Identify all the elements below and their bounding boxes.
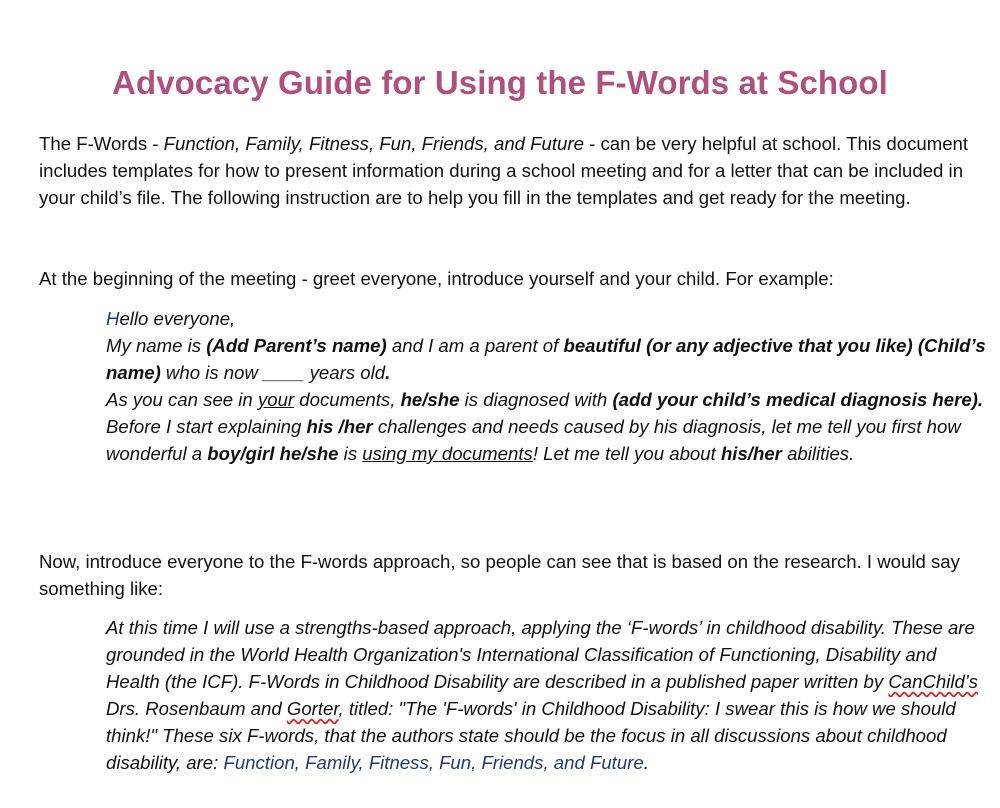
beginning-paragraph: At the beginning of the meeting - greet everyone, introduce yourself and your child. For example:: [39, 268, 834, 289]
statement-text-3: , titled: "The 'F-words' in Childhood Disability: I swear this is how we should think!" These six F-words, that the authors state should be the focus in all discussions about childhood disability, are:: [106, 698, 956, 773]
diagnosed-text: is diagnosed with: [459, 389, 613, 410]
greeting-hello: ello everyone,: [119, 308, 236, 329]
now-paragraph: Now, introduce everyone to the F-words approach, so people can see that is based on the research. I would say something like:: [39, 551, 960, 599]
before-text: Before I start explaining: [106, 416, 307, 437]
statement-end: .: [643, 752, 649, 773]
my-name-text: My name is: [106, 335, 207, 356]
statement-text-1: At this time I will use a strengths-based approach, applying the ‘F-words’ in childhood disability. These are grounded in the World Health Organization's International Classification of Functioning, Disability and Health (the ICF). F-Words in Childhood Disability are described in a published paper written by: [106, 617, 975, 692]
documents-text: documents,: [294, 389, 401, 410]
boy-girl-bold: boy/girl he/she: [207, 443, 339, 464]
parent-name-placeholder: (Add Parent’s name): [206, 335, 387, 356]
f-words-list: Function, Family, Fitness, Fun, Friends, and Future: [163, 133, 584, 154]
parent-of-text: and I am a parent of: [386, 335, 564, 356]
greeting-h-letter: H: [106, 308, 120, 329]
his-her-bold-2: his/her: [720, 443, 782, 464]
intro-paragraph: [39, 130, 974, 211]
as-you-see-text: As you can see in: [106, 389, 258, 410]
his-her-bold: his /her: [306, 416, 373, 437]
greeting-template: [106, 305, 986, 467]
gorter-word: Gorter: [286, 698, 339, 719]
intro-text-end: - can be very helpful at school. This document includes templates for how to present information during a school meeting and for a letter that can be included in your child’s file. The following instruction are to help you fill in the templates and get ready for the meeting.: [39, 133, 969, 208]
canchild-word: CanChild’s: [888, 671, 978, 692]
page-title: Advocacy Guide for Using the F-Words at School: [112, 64, 888, 101]
years-old-period: .: [385, 362, 391, 383]
tell-about-text: ! Let me tell you about: [532, 443, 721, 464]
diagnosis-placeholder: (add your child’s medical diagnosis here).: [612, 389, 984, 410]
using-documents-underlined: using my documents: [362, 443, 533, 464]
he-she-bold: he/she: [400, 389, 460, 410]
intro-text-start: The F-Words -: [39, 133, 164, 154]
child-name-placeholder: beautiful (or any adjective that you like) (Child’s name): [106, 335, 986, 383]
your-underlined: your: [257, 389, 295, 410]
f-words-statement: [106, 614, 986, 776]
is-text: is: [338, 443, 363, 464]
challenges-text: challenges and needs caused by his diagnosis, let me tell you first how wonderful a: [106, 416, 961, 464]
statement-text-2: Drs. Rosenbaum and: [106, 698, 287, 719]
f-words-list-blue: Function, Family, Fitness, Fun, Friends, and Future: [223, 752, 644, 773]
years-old-text: who is now ____ years old: [160, 362, 386, 383]
abilities-text: abilities.: [781, 443, 855, 464]
